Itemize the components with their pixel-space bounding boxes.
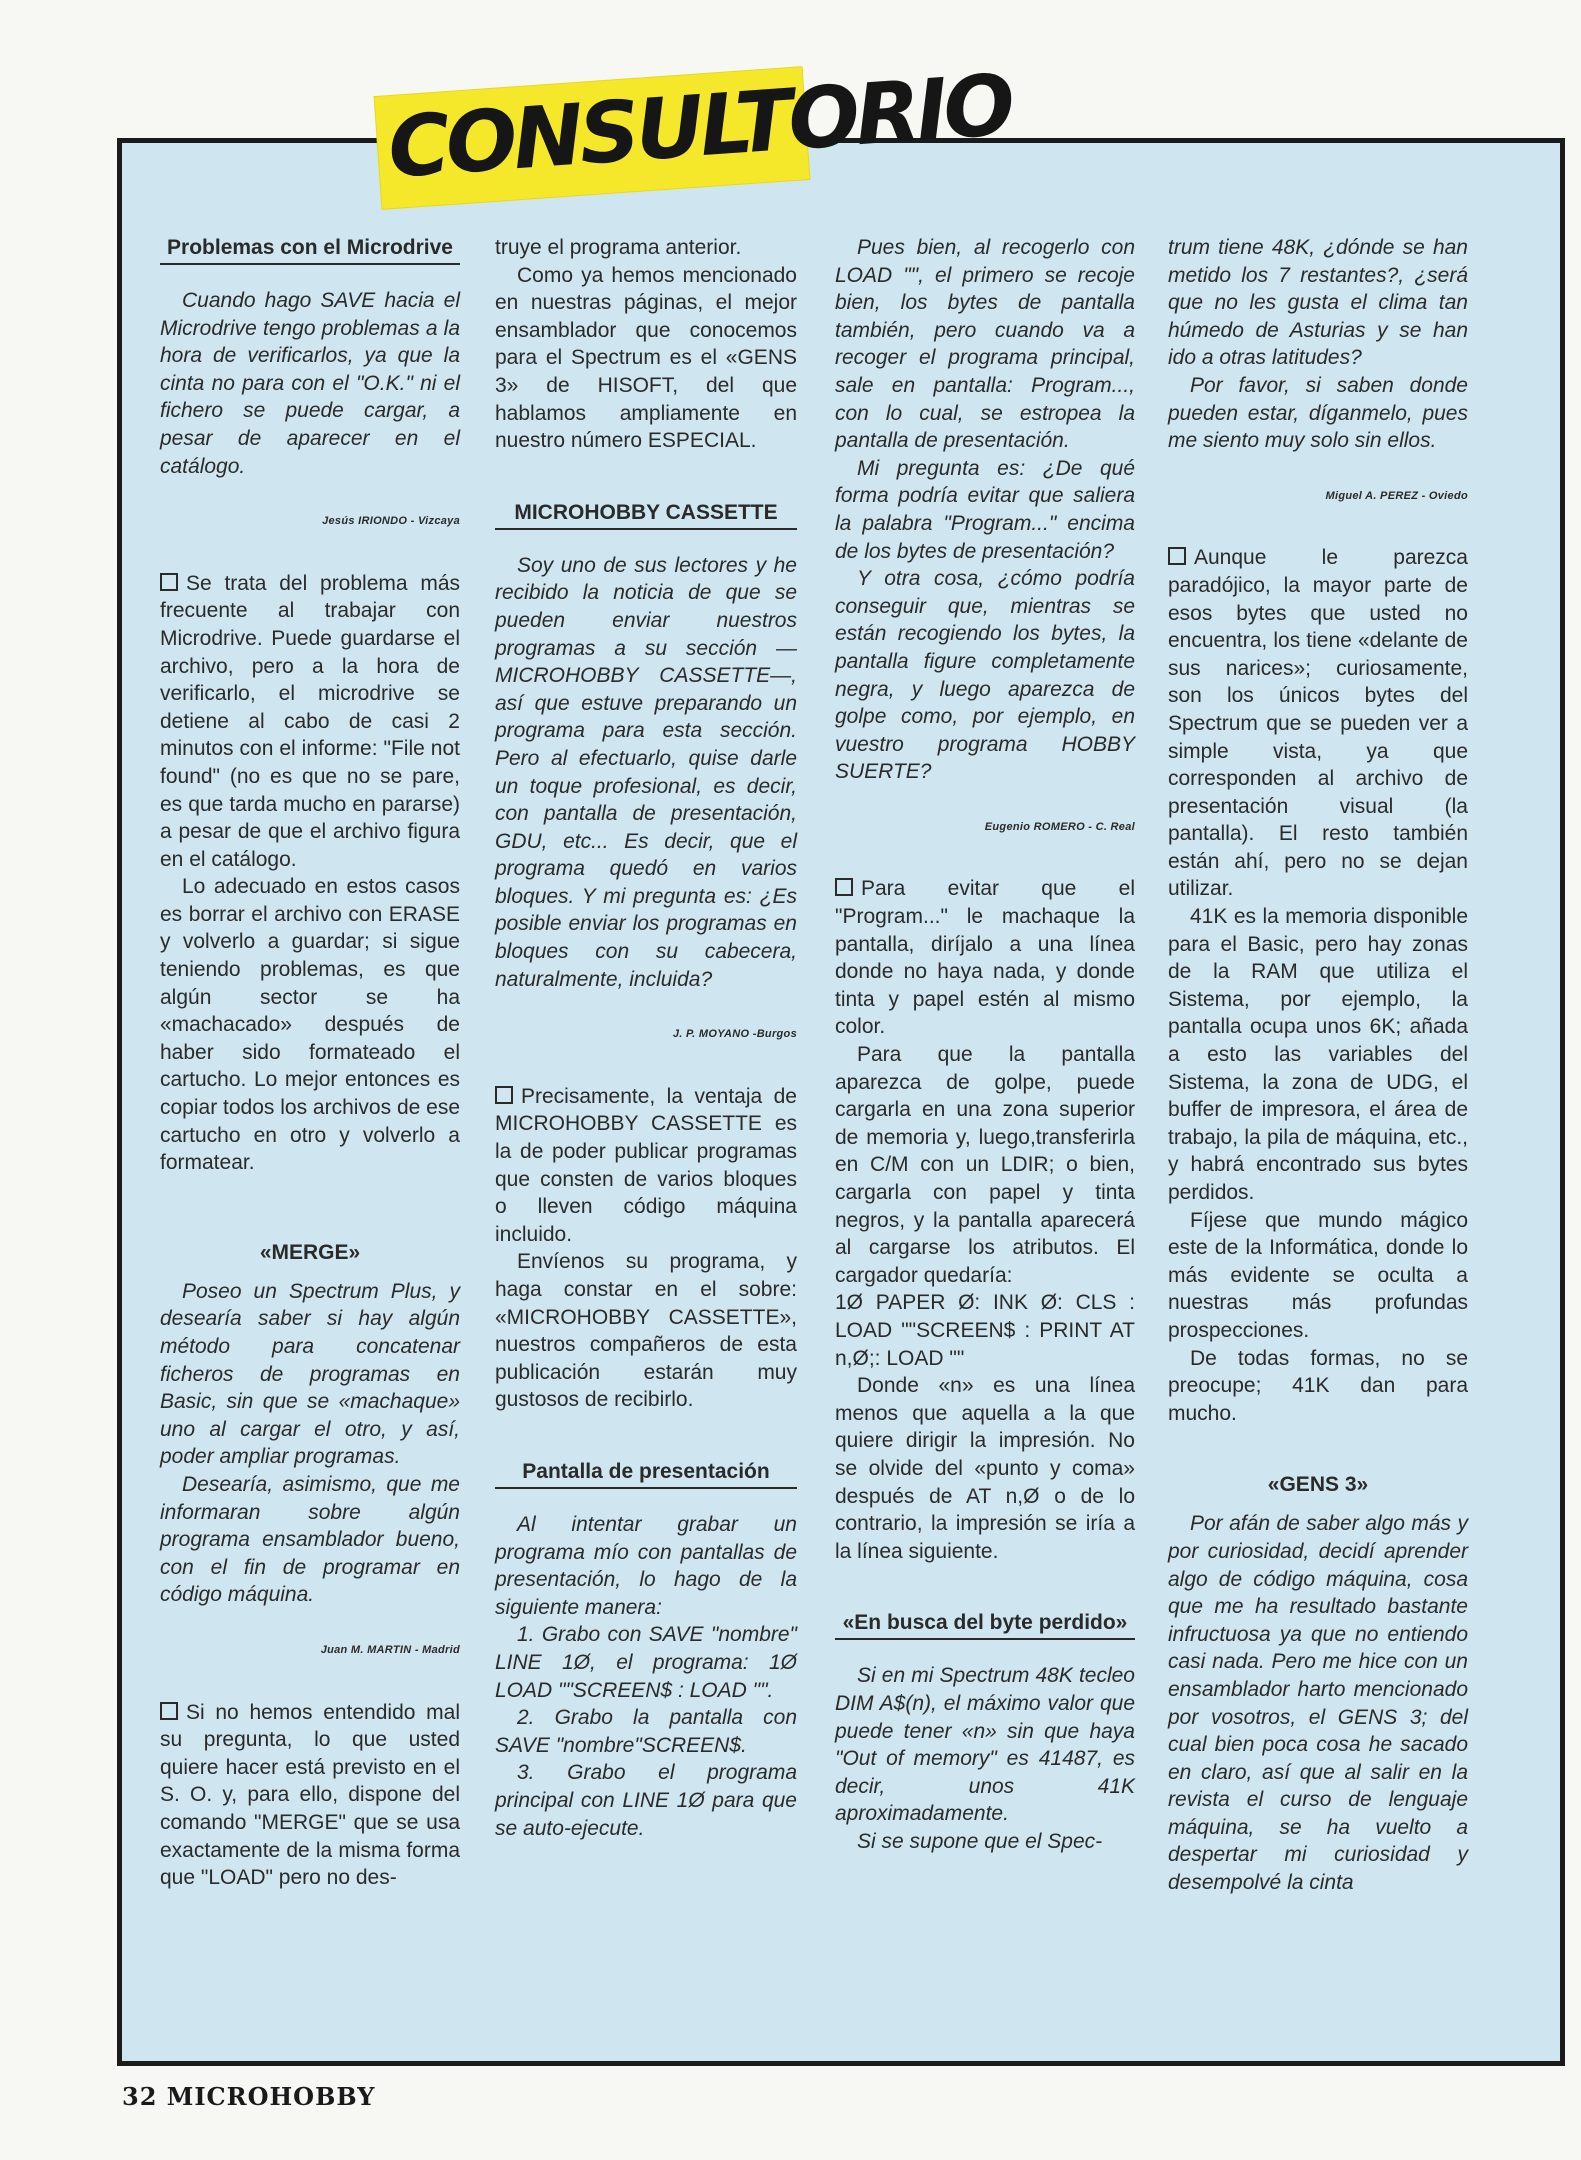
question-text: trum tiene 48K, ¿dónde se han metido los 7 restantes?, ¿será que no les gusta el clima tan húmedo de Asturias y se han ido a otras latitudes? — [1168, 236, 1468, 370]
signature: Juan M. MARTIN - Madrid — [320, 1643, 460, 1656]
question-text: Y otra cosa, ¿cómo podría conseguir que, mientras se están recogiendo los bytes, la pantalla figure completamente negra, y luego aparezca de golpe como, por ejemplo, en vuestro programa HOBBY SUERTE? — [835, 567, 1135, 784]
heading-pantalla: Pantalla de presentación — [495, 1458, 797, 1489]
answer-text: Para evitar que el "Program..." le machaque la pantalla, diríjalo a una línea donde no haya nada, y donde tinta y papel estén al mismo color. — [835, 877, 1135, 1039]
question-text: Pues bien, al recogerlo con LOAD "", el primero se recoje bien, los bytes de pantalla también, pero cuando va a recoger el programa principal, sale en pantalla: Program..., con lo cual, se estropea la pantalla de presentación. — [835, 236, 1135, 453]
answer-text: Donde «n» es una línea menos que aquella a la que quiere dirigir la impresión. No se olvide del «punto y coma» después de AT n,Ø o de lo contrario, la impresión se iría a la línea siguiente. — [835, 1374, 1135, 1563]
answer-text: Como ya hemos mencionado en nuestras páginas, el mejor ensamblador que conocemos para el Spectrum es el «GENS 3» de HISOFT, del que hablamos ampliamente en nuestro número ESPECIAL. — [495, 263, 797, 453]
question-text: Mi pregunta es: ¿De qué forma podría evitar que saliera la palabra "Program..." encima de los bytes de presentación? — [835, 456, 1135, 563]
answer-text: Aunque le parezca paradójico, la mayor parte de esos bytes que usted no encuentra, los tiene «delante de sus narices»; curiosamente, son los únicos bytes del Spectrum que se pueden ver a simple vista, ya que corresponden al archivo de presentación visual (la pantalla). El resto también están ahí, pero no se dejan utilizar. — [1168, 546, 1468, 901]
answer-box-icon — [160, 1702, 178, 1720]
answer-text: Envíenos su programa, y haga constar en el sobre: «MICROHOBBY CASSETTE», nuestros compañeros de esta publicación estarán muy gustosos de recibirlo. — [495, 1250, 797, 1412]
heading-byte-perdido: «En busca del byte perdido» — [835, 1609, 1135, 1640]
heading-cassette: MICROHOBBY CASSETTE — [495, 499, 797, 530]
signature: J. P. MOYANO -Burgos — [672, 1028, 797, 1041]
signature: Jesús IRIONDO - Vizcaya — [322, 515, 460, 528]
answer-text: Se trata del problema más frecuente al trabajar con Microdrive. Puede guardarse el archivo, pero a la hora de verificarlo, el microdrive se detiene al cabo de casi 2 minutos con el informe: "File not found" (no es que no se pare, es que tarda mucho en pararse) a pesar de que el archivo figura en el catálogo. — [160, 571, 460, 871]
answer-text: Precisamente, la ventaja de MICROHOBBY CASSETTE es la de poder publicar programas que consten de varios bloques o lleven código máquina incluido. — [495, 1084, 797, 1246]
answer-text: Si no hemos entendido mal su pregunta, lo que usted quiere hacer está previsto en el S. O. y, para ello, dispone del comando "MERGE" que se usa exactamente de la misma forma que "LOAD" pero no des- — [160, 1700, 460, 1890]
answer-text: Para que la pantalla aparezca de golpe, puede cargarla en una zona superior de memoria y, luego,transferirla en C/M con un LDIR; o bien, cargarla con papel y tinta negros, y la pantalla aparecerá al cargarse los atributos. El cargador quedaría: — [835, 1043, 1135, 1287]
answer-box-icon — [160, 573, 178, 591]
answer-text: De todas formas, no se preocupe; 41K dan para mucho. — [1168, 1346, 1468, 1425]
column-4 — [1168, 234, 1468, 1897]
question-text: Si se supone que el Spec- — [857, 1829, 1103, 1853]
answer-text: Lo adecuado en estos casos es borrar el archivo con ERASE y volverlo a guardar; si sigue teniendo problemas, es que algún sector se ha «machacado» después de haber sido formateado el cartucho. Lo mejor entonces es copiar todos los archivos de ese cartucho en otro y volverlo a formatear. — [160, 875, 460, 1175]
heading-gens3: «GENS 3» — [1267, 1473, 1369, 1497]
section-title: CONSULTORIO — [385, 55, 1015, 197]
answer-box-icon — [495, 1086, 513, 1104]
question-text: Por favor, si saben donde pueden estar, díganmelo, pues me siento muy solo sin ellos. — [1168, 373, 1468, 453]
question-text: Por afán de saber algo más y por curiosidad, decidí aprender algo de código máquina, cosa que me ha resultado bastante infructuosa ya que no entiendo casi nada. Pero me hice con un ensamblador harto mencionado por vosotros, el GENS 3; del cual bien poca cosa he sacado en claro, así que al salir en la revista el curso de lenguaje máquina, se ha vuelto a despertar mi curiosidad y desempolvé la cinta — [1168, 1512, 1468, 1895]
question-text: Soy uno de sus lectores y he recibido la noticia de que se pueden enviar nuestros programas a su sección — MICROHOBBY CASSETTE—, así que estuve preparando un programa para esta sección. Pero al efectuarlo, quise darle un toque profesional, es decir, con pantalla de presentación, GDU, etc... Es decir, que el programa quedó en varios bloques. Y mi pregunta es: ¿Es posible enviar los programas en bloques con su cabecera, naturalmente, incluida? — [495, 553, 797, 991]
signature: Miguel A. PEREZ - Oviedo — [1325, 489, 1468, 502]
answer-text: truye el programa anterior. — [495, 236, 742, 259]
column-3 — [835, 234, 1135, 1855]
question-text: Si en mi Spectrum 48K tecleo DIM A$(n), el máximo valor que puede tener «n» sin que haya "Out of memory" es 41487, es decir, unos 41K aproximadamente. — [835, 1664, 1135, 1826]
heading-microdrive: Problemas con el Microdrive — [160, 234, 460, 265]
answer-text: 41K es la memoria disponible para el Basic, pero hay zonas de la RAM que utiliza el Sistema, por ejemplo, la pantalla ocupa unos 6K; añada a esto las variables del Sistema, la zona de UDG, el buffer de impresora, el área de trabajo, la pila de máquina, etc., y habrá encontrado sus bytes perdidos. — [1168, 905, 1468, 1204]
question-text: Cuando hago SAVE hacia el Microdrive tengo problemas a la hora de verificarlos, ya que la cinta no para con el "O.K." ni el fichero se puede cargar, a pesar de aparecer en el catálogo. — [160, 289, 460, 478]
signature: Eugenio ROMERO - C. Real — [984, 820, 1135, 833]
heading-merge: «MERGE» — [259, 1240, 361, 1264]
answer-box-icon — [1168, 547, 1186, 565]
question-text: 1. Grabo con SAVE "nombre" LINE 1Ø, el programa: 1Ø LOAD ""SCREEN$ : LOAD "". — [495, 1623, 797, 1702]
question-text: Al intentar grabar un programa mío con pantallas de presentación, lo hago de la siguiente manera: — [495, 1512, 797, 1619]
question-text: 2. Grabo la pantalla con SAVE "nombre"SCREEN$. — [495, 1706, 797, 1757]
question-text: 3. Grabo el programa principal con LINE 1Ø para que se auto-ejecute. — [495, 1761, 797, 1840]
question-text: Poseo un Spectrum Plus, y desearía saber si hay algún método para concatenar ficheros de programas en Basic, sin que se «machaque» uno al cargar el otro, y así, poder ampliar programas. — [160, 1279, 460, 1469]
code-listing: 1Ø PAPER Ø: INK Ø: CLS : LOAD ""SCREEN$ : PRINT AT n,Ø;: LOAD "" — [835, 1291, 1135, 1370]
page-footer: 32 MICROHOBBY — [122, 2082, 376, 2111]
question-text: Desearía, asimismo, que me informaran sobre algún programa ensamblador bueno, con el fin de programar en código máquina. — [160, 1472, 460, 1607]
column-2 — [495, 234, 797, 1842]
answer-text: Fíjese que mundo mágico este de la Informática, donde lo más evidente se oculta a nuestras más profundas prospecciones. — [1168, 1208, 1468, 1342]
answer-box-icon — [835, 878, 853, 896]
column-1 — [160, 234, 460, 1892]
